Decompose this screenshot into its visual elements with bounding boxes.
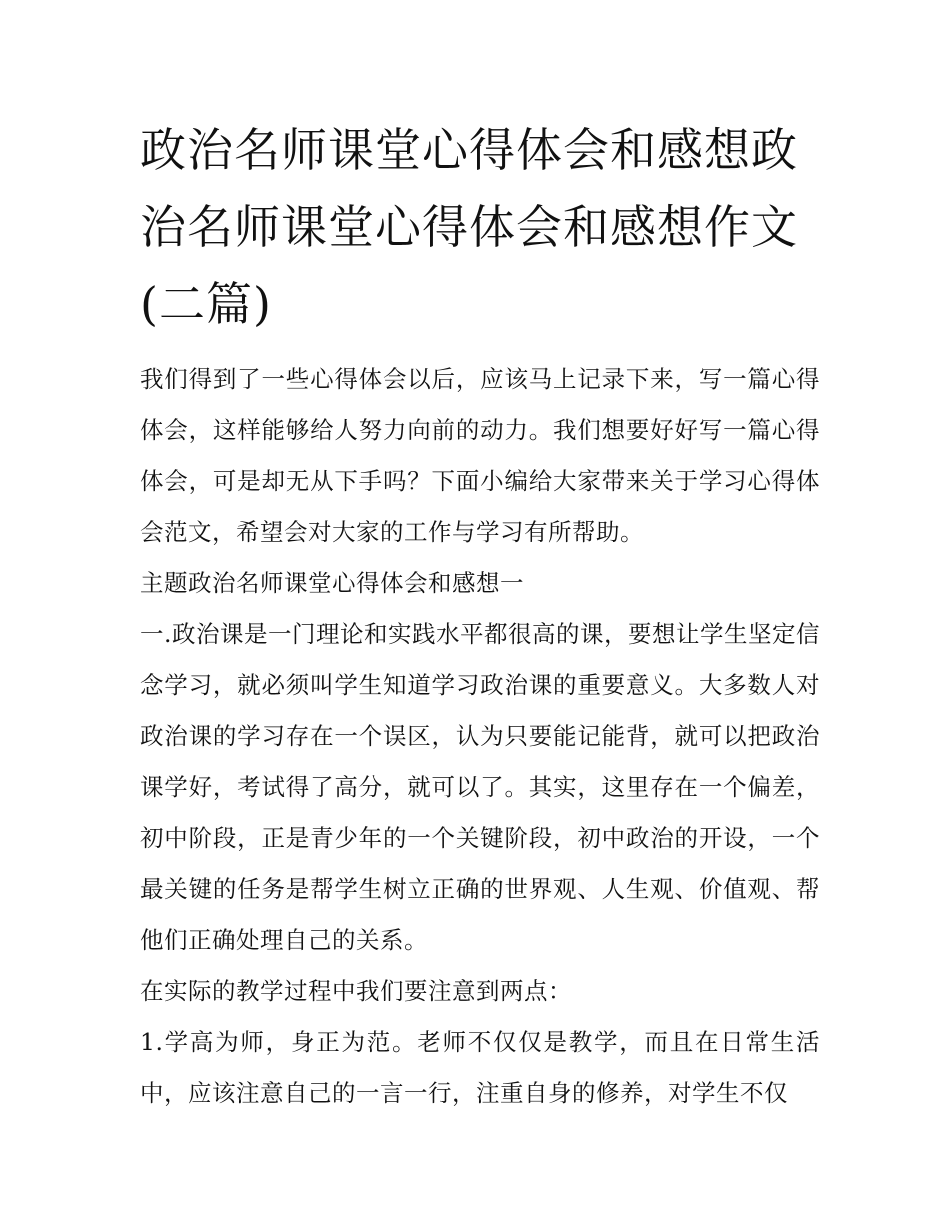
- document-body: [140, 354, 820, 1119]
- two-points-intro: 在实际的教学过程中我们要注意到两点：: [140, 977, 572, 1005]
- item-one-paragraph: 1.学高为师，身正为范。老师不仅仅是教学，而且在日常生活中，应该注意自己的一言一行，注重自身的修养，对学生不仅: [140, 1028, 820, 1107]
- document-title: 政治名师课堂心得体会和感想政治名师课堂心得体会和感想作文(二篇): [140, 123, 798, 331]
- section-heading: 主题政治名师课堂心得体会和感想一: [140, 569, 524, 597]
- point-one-paragraph: 一.政治课是一门理论和实践水平都很高的课，要想让学生坚定信念学习，就必须叫学生知道学习政治课的重要意义。大多数人对政治课的学习存在一个误区，认为只要能记能背，就可以把政治课学好，考试得了高分，就可以了。其实，这里存在一个偏差，初中阶段，正是青少年的一个关键阶段，初中政治的开设，一个最关键的任务是帮学生树立正确的世界观、人生观、价值观、帮他们正确处理自己的关系。: [140, 620, 820, 954]
- intro-paragraph: 我们得到了一些心得体会以后，应该马上记录下来，写一篇心得体会，这样能够给人努力向前的动力。我们想要好好写一篇心得体会，可是却无从下手吗？下面小编给大家带来关于学习心得体会范文，希望会对大家的工作与学习有所帮助。: [140, 365, 820, 546]
